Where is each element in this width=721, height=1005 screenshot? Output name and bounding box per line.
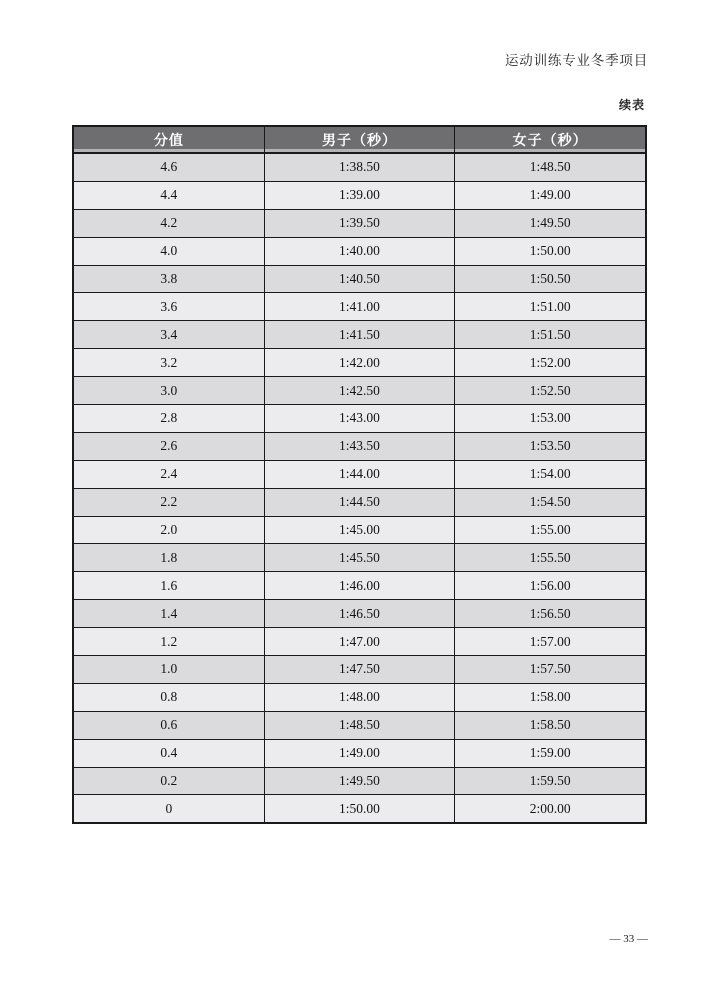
table-cell: 1:42.00 <box>264 349 455 377</box>
table-cell: 1:44.00 <box>264 460 455 488</box>
table-cell: 4.6 <box>73 153 264 181</box>
table-cell: 3.6 <box>73 293 264 321</box>
table-cell: 1.0 <box>73 656 264 684</box>
table-cell: 1:50.00 <box>455 237 646 265</box>
table-row <box>73 377 646 405</box>
table-row <box>73 181 646 209</box>
table-cell: 1:47.00 <box>264 628 455 656</box>
continuation-label: 续表 <box>618 98 645 112</box>
table-row <box>73 349 646 377</box>
table-row <box>73 460 646 488</box>
table-cell: 1:42.50 <box>264 377 455 405</box>
table-cell: 1:55.00 <box>455 516 646 544</box>
table-cell: 1:54.00 <box>455 460 646 488</box>
table-row <box>73 572 646 600</box>
table-cell: 2.2 <box>73 488 264 516</box>
table-cell: 1:43.00 <box>264 405 455 433</box>
table-row <box>73 405 646 433</box>
table-cell: 0 <box>73 795 264 823</box>
table-row <box>73 488 646 516</box>
table-header-row <box>73 126 646 153</box>
table-cell: 0.4 <box>73 739 264 767</box>
table-cell: 1:53.00 <box>455 405 646 433</box>
table-row <box>73 153 646 181</box>
page-number: — 33 — <box>609 933 648 945</box>
table-cell: 1:47.50 <box>264 656 455 684</box>
table-cell: 1:48.50 <box>455 153 646 181</box>
table-cell: 1:46.00 <box>264 572 455 600</box>
table-cell: 1:43.50 <box>264 432 455 460</box>
table-cell: 1:58.00 <box>455 683 646 711</box>
table-cell: 1:59.00 <box>455 739 646 767</box>
table-cell: 3.2 <box>73 349 264 377</box>
table-cell: 1:53.50 <box>455 432 646 460</box>
table-row <box>73 209 646 237</box>
table-row <box>73 795 646 823</box>
table-cell: 1:56.50 <box>455 600 646 628</box>
table-cell: 1:40.00 <box>264 237 455 265</box>
table-cell: 1:52.50 <box>455 377 646 405</box>
table-cell: 1:39.00 <box>264 181 455 209</box>
table-cell: 1:38.50 <box>264 153 455 181</box>
table-cell: 1:56.00 <box>455 572 646 600</box>
table-cell: 1:44.50 <box>264 488 455 516</box>
table-cell: 2:00.00 <box>455 795 646 823</box>
table-row <box>73 293 646 321</box>
table-cell: 1:49.50 <box>455 209 646 237</box>
table-row <box>73 711 646 739</box>
table-row <box>73 544 646 572</box>
table-cell: 1:57.00 <box>455 628 646 656</box>
table-cell: 1:40.50 <box>264 265 455 293</box>
table-cell: 1:51.50 <box>455 321 646 349</box>
table-cell: 1:50.50 <box>455 265 646 293</box>
table-cell: 0.2 <box>73 767 264 795</box>
table-cell: 1:49.00 <box>264 739 455 767</box>
score-table <box>72 125 647 824</box>
table-cell: 1:55.50 <box>455 544 646 572</box>
table-row <box>73 767 646 795</box>
table-cell: 1:41.00 <box>264 293 455 321</box>
table-cell: 1:50.00 <box>264 795 455 823</box>
table-cell: 0.8 <box>73 683 264 711</box>
table-cell: 4.4 <box>73 181 264 209</box>
table-row <box>73 628 646 656</box>
table-cell: 1.4 <box>73 600 264 628</box>
table-cell: 1:45.50 <box>264 544 455 572</box>
table-row <box>73 683 646 711</box>
table-cell: 1:58.50 <box>455 711 646 739</box>
table-cell: 1:49.50 <box>264 767 455 795</box>
table-cell: 1:57.50 <box>455 656 646 684</box>
table-row <box>73 739 646 767</box>
table-cell: 2.0 <box>73 516 264 544</box>
column-header-men-seconds: 男子（秒） <box>264 126 455 153</box>
table-cell: 3.8 <box>73 265 264 293</box>
table-cell: 1:51.00 <box>455 293 646 321</box>
table-cell: 1.8 <box>73 544 264 572</box>
table-cell: 1:59.50 <box>455 767 646 795</box>
table-cell: 1:41.50 <box>264 321 455 349</box>
table-cell: 1:48.00 <box>264 683 455 711</box>
table-cell: 2.6 <box>73 432 264 460</box>
table-row <box>73 656 646 684</box>
table-cell: 1:48.50 <box>264 711 455 739</box>
running-head: 运动训练专业冬季项目 <box>505 53 648 68</box>
table-cell: 4.2 <box>73 209 264 237</box>
table-cell: 3.0 <box>73 377 264 405</box>
table-row <box>73 237 646 265</box>
table-cell: 4.0 <box>73 237 264 265</box>
table-row <box>73 432 646 460</box>
table-cell: 1.2 <box>73 628 264 656</box>
table-cell: 1:54.50 <box>455 488 646 516</box>
table-row <box>73 321 646 349</box>
table-cell: 1:52.00 <box>455 349 646 377</box>
column-header-score: 分值 <box>73 126 264 153</box>
table-row <box>73 516 646 544</box>
table-cell: 2.8 <box>73 405 264 433</box>
table-cell: 1:46.50 <box>264 600 455 628</box>
table-cell: 1:39.50 <box>264 209 455 237</box>
table-cell: 1:45.00 <box>264 516 455 544</box>
column-header-women-seconds: 女子（秒） <box>455 126 646 153</box>
table-cell: 0.6 <box>73 711 264 739</box>
table-cell: 3.4 <box>73 321 264 349</box>
table-cell: 1.6 <box>73 572 264 600</box>
table-row <box>73 600 646 628</box>
table-row <box>73 265 646 293</box>
table-cell: 1:49.00 <box>455 181 646 209</box>
table-cell: 2.4 <box>73 460 264 488</box>
